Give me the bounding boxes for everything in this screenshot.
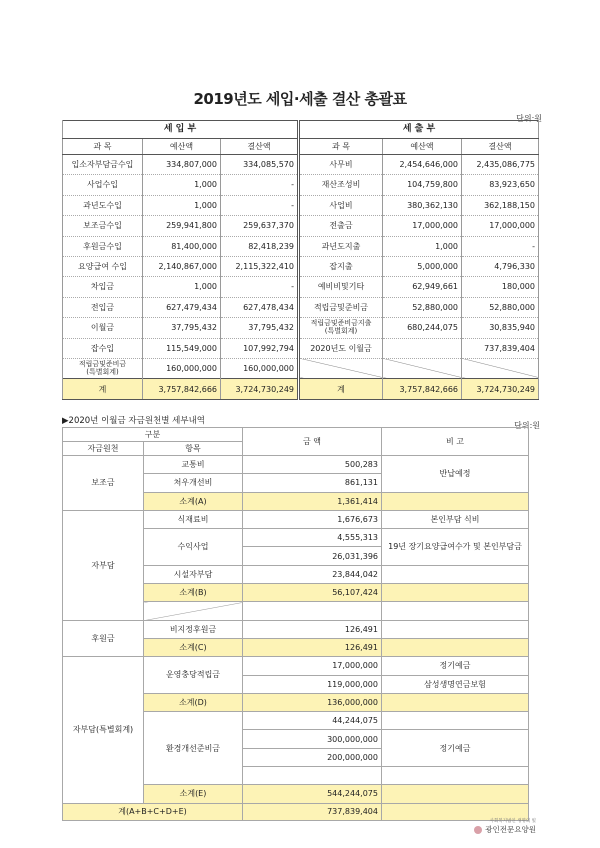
cell-ex-settled: 2,435,086,775 (462, 155, 539, 175)
item-hwangyeong: 환경개선준비금 (144, 712, 243, 785)
cell-in-budget: 2,140,867,000 (143, 256, 221, 276)
header-gubun: 구분 (63, 428, 243, 442)
cell-in-name: 이월금 (63, 318, 143, 338)
summary-row (63, 155, 539, 175)
value-hw-1: 44,244,075 (243, 712, 382, 730)
unit-label: 단위:원 (516, 114, 542, 123)
cell-ex-settled: 737,839,404 (462, 338, 539, 358)
subtotal-d-value: 136,000,000 (243, 693, 382, 711)
cell-in-name: 과년도수입 (63, 195, 143, 215)
subtotal-a-label: 소계(A) (144, 492, 243, 510)
cell-in-name: 잡수입 (63, 338, 143, 358)
summary-row (63, 216, 539, 236)
cell-in-budget: 81,400,000 (143, 236, 221, 256)
footer (474, 818, 536, 835)
total-income-settled: 3,724,730,249 (221, 379, 299, 400)
summary-row (63, 277, 539, 297)
summary-row (63, 195, 539, 215)
cell-in-budget: 259,941,800 (143, 216, 221, 236)
cell-ex-settled: 180,000 (462, 277, 539, 297)
cell-ex-settled: 83,923,650 (462, 175, 539, 195)
header-source: 자금원천 (63, 442, 144, 456)
cell-in-settled: 259,637,370 (221, 216, 299, 236)
income-header: 세 입 부 (63, 121, 299, 139)
value-cheou: 861,131 (243, 474, 382, 492)
cell-ex-budget: 380,362,130 (383, 195, 462, 215)
cell-in-settled: 2,115,322,410 (221, 256, 299, 276)
cell-ex-budget: 104,759,800 (383, 175, 462, 195)
cell-ex-budget: 17,000,000 (383, 216, 462, 236)
cell-ex-name: 과년도지출 (299, 236, 383, 256)
cell-in-settled: - (221, 277, 299, 297)
value-suik-2: 26,031,396 (243, 547, 382, 565)
subtotal-b-label: 소계(B) (144, 584, 243, 602)
note-siseol (382, 565, 529, 583)
col-budget-expense: 예산액 (383, 139, 462, 155)
item-bijijeong: 비지정후원금 (144, 620, 243, 638)
cell-ex-settled: 52,880,000 (462, 297, 539, 317)
cell-in-name: 요양급여 수입 (63, 256, 143, 276)
empty-diagonal-cell (144, 602, 243, 620)
cell-ex-budget: 2,454,646,000 (383, 155, 462, 175)
cell-in-name: 후원금수입 (63, 236, 143, 256)
subtotal-c-label: 소계(C) (144, 638, 243, 656)
section2-title: ▶2020년 이월금 자금원천별 세부내역 (62, 416, 206, 426)
header-amount: 금 액 (243, 428, 382, 456)
subtotal-c-note (382, 638, 529, 656)
cell-in-budget: 160,000,000 (143, 358, 221, 378)
summary-row (63, 338, 539, 358)
value-siseol: 23,844,042 (243, 565, 382, 583)
value-hw-4 (243, 767, 382, 785)
cell-in-settled: 334,085,570 (221, 155, 299, 175)
note-jeonggi-1: 정기예금 (382, 657, 529, 675)
source-bojo: 보조금 (63, 456, 144, 511)
value-hw-3: 200,000,000 (243, 748, 382, 766)
cell-ex-budget: 680,244,075 (383, 318, 462, 338)
cell-in-budget: 334,807,000 (143, 155, 221, 175)
source-huwon: 후원금 (63, 620, 144, 657)
note-jeonggi-2: 정기예금 (382, 730, 529, 767)
item-siseol: 시설자부담 (144, 565, 243, 583)
cell-in-name: 차입금 (63, 277, 143, 297)
settlement-summary-table (62, 120, 539, 400)
cell-in-settled: 160,000,000 (221, 358, 299, 378)
cell-in-settled: 37,795,432 (221, 318, 299, 338)
cell-ex-name: 재산조성비 (299, 175, 383, 195)
seal-logo-icon (474, 826, 482, 834)
cell-in-name: 적립금및준비금 (특별회계) (63, 358, 143, 378)
cell-ex-name: 적립금및준비금지출 (특별회계) (299, 318, 383, 338)
note-hw-1 (382, 712, 529, 730)
col-item-income: 과 목 (63, 139, 143, 155)
subtotal-d-note (382, 693, 529, 711)
cell-in-settled: 82,418,239 (221, 236, 299, 256)
value-sikjae: 1,676,673 (243, 510, 382, 528)
item-suik: 수익사업 (144, 529, 243, 566)
item-unyeong: 운영충당적립금 (144, 657, 243, 694)
subtotal-a-value: 1,361,414 (243, 492, 382, 510)
cell-in-budget: 627,479,434 (143, 297, 221, 317)
cell-ex-settled: 362,188,150 (462, 195, 539, 215)
cell-in-budget: 37,795,432 (143, 318, 221, 338)
cell-ex-settled: 30,835,940 (462, 318, 539, 338)
cell-ex-settled: 4,796,330 (462, 256, 539, 276)
value-unyeong-2: 119,000,000 (243, 675, 382, 693)
summary-row (63, 318, 539, 338)
cell-ex-budget: 1,000 (383, 236, 462, 256)
total-label-income: 계 (63, 379, 143, 400)
cell-ex-name: 사업비 (299, 195, 383, 215)
cell-in-name: 전입금 (63, 297, 143, 317)
col-budget-income: 예산액 (143, 139, 221, 155)
summary-row (63, 297, 539, 317)
item-sikjae: 식재료비 (144, 510, 243, 528)
note-samsung: 삼성생명연금보험 (382, 675, 529, 693)
cell-ex-name: 잡지출 (299, 256, 383, 276)
note-bonin: 본인부담 식비 (382, 510, 529, 528)
total-label-expense: 계 (299, 379, 383, 400)
page-title: 2019년도 세입·세출 결산 총괄표 (193, 90, 407, 108)
value-suik-1: 4,555,313 (243, 529, 382, 547)
summary-row (63, 358, 539, 378)
subtotal-e-value: 544,244,075 (243, 785, 382, 803)
cell-in-settled: - (221, 195, 299, 215)
carryover-detail-table (62, 427, 529, 821)
cell-in-budget: 1,000 (143, 277, 221, 297)
value-gyotong: 500,283 (243, 456, 382, 474)
total-expense-settled: 3,724,730,249 (462, 379, 539, 400)
cell-ex-settled: - (462, 236, 539, 256)
note-bannap: 반납예정 (382, 456, 529, 493)
header-item: 항목 (144, 442, 243, 456)
source-special: 자부담(특별회계) (63, 657, 144, 803)
cell-in-budget: 1,000 (143, 175, 221, 195)
note-19: 19년 장기요양급여수가 및 본인부담금 (382, 529, 529, 566)
subtotal-a-note (382, 492, 529, 510)
grand-total-label: 계(A+B+C+D+E) (63, 803, 243, 820)
cell-ex-name (299, 358, 383, 378)
total-expense-budget: 3,757,842,666 (383, 379, 462, 400)
unit-label-2: 단위:원 (514, 421, 540, 430)
item-gyotong: 교통비 (144, 456, 243, 474)
col-settled-income: 결산액 (221, 139, 299, 155)
value-bijijeong: 126,491 (243, 620, 382, 638)
subtotal-e-label: 소계(E) (144, 785, 243, 803)
cell-ex-budget (383, 338, 462, 358)
cell-ex-budget: 52,880,000 (383, 297, 462, 317)
empty-cell (243, 602, 382, 620)
subtotal-b-value: 56,107,424 (243, 584, 382, 602)
cell-ex-name: 전출금 (299, 216, 383, 236)
cell-ex-name: 사무비 (299, 155, 383, 175)
summary-row (63, 236, 539, 256)
footer-small-text: 사회복지법인 생명의 빛 (489, 819, 536, 824)
cell-in-settled: 107,992,794 (221, 338, 299, 358)
cell-ex-budget: 5,000,000 (383, 256, 462, 276)
note-hw-4 (382, 767, 529, 785)
cell-ex-budget: 62,949,661 (383, 277, 462, 297)
col-item-expense: 과 목 (299, 139, 383, 155)
cell-in-settled: 627,478,434 (221, 297, 299, 317)
grand-total-value: 737,839,404 (243, 803, 382, 820)
cell-in-budget: 115,549,000 (143, 338, 221, 358)
empty-note (382, 602, 529, 620)
cell-ex-settled (462, 358, 539, 378)
subtotal-e-note (382, 785, 529, 803)
total-income-budget: 3,757,842,666 (143, 379, 221, 400)
subtotal-d-label: 소계(D) (144, 693, 243, 711)
cell-in-name: 입소자부담금수입 (63, 155, 143, 175)
value-unyeong-1: 17,000,000 (243, 657, 382, 675)
cell-in-budget: 1,000 (143, 195, 221, 215)
footer-org-name: 광인전문요양원 (485, 825, 536, 834)
source-jabu: 자부담 (63, 510, 144, 620)
cell-ex-budget (383, 358, 462, 378)
summary-row (63, 175, 539, 195)
note-bijijeong (382, 620, 529, 638)
summary-row (63, 256, 539, 276)
subtotal-b-note (382, 584, 529, 602)
cell-ex-name: 2020년도 이월금 (299, 338, 383, 358)
value-hw-2: 300,000,000 (243, 730, 382, 748)
cell-in-settled: - (221, 175, 299, 195)
item-cheou: 처우개선비 (144, 474, 243, 492)
header-note: 비 고 (382, 428, 529, 456)
cell-in-name: 보조금수입 (63, 216, 143, 236)
cell-ex-settled: 17,000,000 (462, 216, 539, 236)
cell-ex-name: 적립금및준비금 (299, 297, 383, 317)
subtotal-c-value: 126,491 (243, 638, 382, 656)
cell-in-name: 사업수입 (63, 175, 143, 195)
expense-header: 세 출 부 (299, 121, 539, 139)
cell-ex-name: 예비비및기타 (299, 277, 383, 297)
col-settled-expense: 결산액 (462, 139, 539, 155)
